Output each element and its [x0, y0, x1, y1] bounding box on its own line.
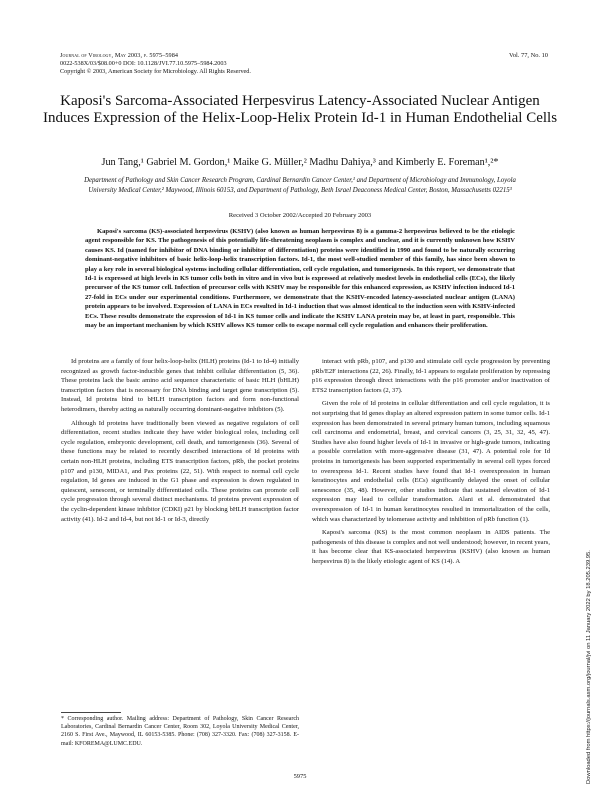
- paragraph: Given the role of Id proteins in cellular differentiation and cell cycle regulation, it is not surprising that Id genes display an altered expression pattern in some tumor cells. Id-1 expression has been demonstrated in several primary human tumors, including squamous cell carcinoma and endometrial, breast, and cervical cancers (3, 25, 31, 32, 45, 47). Studies have also found higher levels of Id-1 in invasive or high-grade tumors, indicating a possible correlation with more-aggressive disease (31, 47). A potential role for Id proteins in tumorigenesis has been supported experimentally in several cell types forced to overexpress Id-1. Recent studies have found that Id-1 overexpression in human keratinocytes and endothelial cells (ECs) significantly delayed the onset of cellular senescence (35, 48). However, other studies indicate that sustained elevation of Id-1 expression may lead to cellular transformation. Alani et al. demonstrated that overexpression of Id-1 in human keratinocytes resulted in immortalization of the cells, which was characterized by telomerase activity and inhibition of pRb function (1).: [312, 400, 550, 523]
- corresponding-author-footnote: * Corresponding author. Mailing address: Department of Pathology, Skin Cancer Research Laboratories, Cardinal Bernardin Cancer Center, Room 302, Loyola University Medical Center, 2160 S. First Ave., Maywood, IL 60153-5385. Phone: (708) 327-3320. Fax: (708) 327-3158. E-mail: KFOREMA@LUMC.EDU.: [61, 716, 299, 747]
- article-title: Kaposi's Sarcoma-Associated Herpesvirus Latency-Associated Nuclear Antigen Induces Expression of the Helix-Loop-Helix Protein Id-1 in Human Endothelial Cells: [42, 93, 558, 126]
- abstract: Kaposi's sarcoma (KS)-associated herpesvirus (KSHV) (also known as human herpesvirus 8) is a gamma-2 herpesvirus believed to be the etiologic agent responsible for KS. The pathogenesis of this potentially life-threatening neoplasm is complex and unclear, and it is currently unknown how KSHV causes KS. Id (named for inhibitor of DNA binding or inhibitor of differentiation) proteins were identified in 1990 and found to be naturally occurring dominant-negative inhibitors of basic helix-loop-helix transcription factors. Id-1, the most well-studied member of this family, has since been shown to play a key role in several biological systems including cellular differentiation, cell cycle regulation, and tumorigenesis. In this report, we demonstrate that Id-1 is expressed at high levels in KS tumor cells both in vitro and in vivo but is expressed at relatively modest levels in endothelial cells (ECs), the likely precursor of the KS tumor cell. Infection of precursor cells with KSHV may be responsible for this enhanced expression, as KSHV infection induced Id-1 27-fold in ECs under our experimental conditions. Furthermore, we demonstrate that the KSHV-encoded latency-associated nuclear antigen (LANA) protein appears to be involved. Expression of LANA in ECs resulted in Id-1 induction that was almost identical to the induction seen with KSHV-infected ECs. These results demonstrate the expression of Id-1 in KS tumor cells and indicate the KSHV LANA protein may be, at least in part, responsible. This may be an important mechanism by which KSHV allows KS tumor cells to escape normal cell cycle regulation and enhances their proliferation.: [85, 228, 515, 330]
- received-dates: Received 3 October 2002/Accepted 20 February 2003: [228, 212, 372, 219]
- body-column-right: [312, 357, 550, 566]
- journal-header: [60, 52, 251, 76]
- paragraph: interact with pRb, p107, and p130 and stimulate cell cycle progression by preventing pRb/E2F interactions (22, 26). Finally, Id-1 appears to regulate proliferation by repressing p16 expression through direct interactions with the p16 promoter and/or inactivation of ETS2 transcription factors (2, 37).: [312, 358, 550, 394]
- author-list: Jun Tang,¹ Gabriel M. Gordon,¹ Maike G. Müller,² Madhu Dahiya,³ and Kimberly E. Foreman¹,²*: [101, 157, 499, 168]
- journal-citation: Journal of Virology, May 2003, p. 5975–5984: [60, 52, 179, 59]
- paragraph: Kaposi's sarcoma (KS) is the most common neoplasm in AIDS patients. The pathogenesis of this disease is complex and not well understood; however, in recent years, it has become clear that KS-associated herpesvirus (KSHV) (also known as human herpesvirus 8) is the likely etiologic agent of KS (14). A: [312, 529, 550, 565]
- doi-line: 0022-538X/03/$08.00+0 DOI: 10.1128/JVI.77.10.5975–5984.2003: [60, 60, 227, 67]
- body-column-left: [61, 357, 299, 524]
- download-notice[interactable]: Downloaded from https://journals.asm.org/journal/jvi on 11 January 2022 by 18.205.239.95.: [586, 550, 592, 784]
- affiliations: Department of Pathology and Skin Cancer Research Program, Cardinal Bernardin Cancer Center,¹ and Department of Microbiology and Immunology, Loyola University Medical Center,² Maywood, Illinois 60153, and Department of Pathology, Beth Israel Deaconess Medical Center, Boston, Massachusetts 02215³: [84, 177, 516, 194]
- paragraph: Although Id proteins have traditionally been viewed as negative regulators of cell differentiation, recent studies indicate they have wider biological roles, including cell cycle regulation, embryonic development, cell death, and tumorigenesis (36). Several of these functions may be related to recently described interactions of Id proteins with certain non-HLH proteins, including ETS transcription factors, pRb, the pocket proteins p107 and p130, MIDA1, and Pax proteins (22, 51). With respect to normal cell cycle regulation, Id genes are induced in the G1 phase and expression is down regulated in quiescent, senescent, or terminally differentiated cells. These proteins can promote cell cycle progression through several distinct mechanisms. Id proteins prevent expression of the cyclin-dependent kinase inhibitor (CDKI) p21 by blocking bHLH transcription factor activity (41). Id-2 and Id-4, but not Id-1 or Id-3, directly: [61, 419, 299, 523]
- paragraph: Id proteins are a family of four helix-loop-helix (HLH) proteins (Id-1 to Id-4) initially recognized as growth factor-inducible genes that inhibit cellular differentiation (5, 36). These proteins lack the basic amino acid sequence characteristic of basic HLH (bHLH) transcription factors that is necessary for DNA binding and target gene transcription (5). Instead, Id proteins bind to bHLH transcription factors and form non-functional heterodimers, thereby acting as naturally occurring dominant-negative inhibitors (5).: [61, 358, 299, 413]
- volume-issue: Vol. 77, No. 10: [509, 52, 548, 59]
- page-number: 5975: [293, 773, 307, 780]
- copyright-line: Copyright © 2003, American Society for Microbiology. All Rights Reserved.: [60, 68, 251, 75]
- footnote-divider: [61, 712, 121, 713]
